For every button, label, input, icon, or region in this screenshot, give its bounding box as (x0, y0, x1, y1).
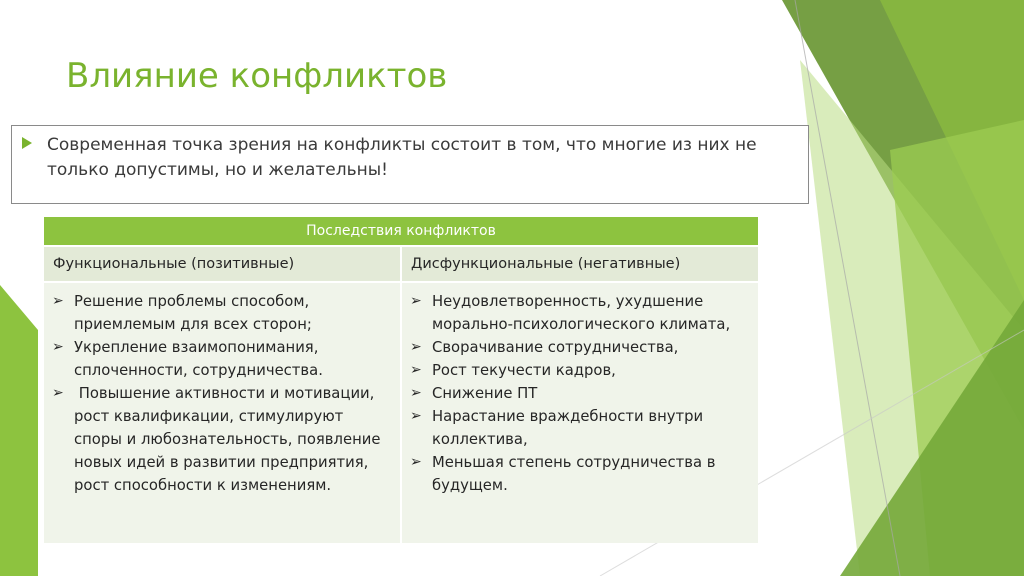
list-item-text: Сворачивание сотрудничества, (432, 339, 679, 356)
intro-text: Современная точка зрения на конфликты состоит в том, что многие из них не только допустимы, но и желательны! (47, 135, 757, 180)
list-item-text: Снижение ПТ (432, 385, 538, 402)
column-heading-positive: Функциональные (позитивные) (44, 245, 400, 281)
list-item (410, 405, 752, 451)
positive-consequences-cell (44, 281, 400, 543)
list-item (410, 336, 752, 359)
list-item (52, 290, 394, 336)
list-item-text: Меньшая степень сотрудничества в будущем. (432, 454, 716, 494)
list-item (410, 382, 752, 405)
chevron-right-icon: ➢ (410, 339, 422, 355)
chevron-right-icon: ➢ (410, 293, 422, 309)
triangle-bullet-icon (22, 137, 32, 149)
table-header: Последствия конфликтов (44, 217, 758, 245)
list-item-text: Неудовлетворенность, ухудшение морально-психологического климата, (432, 293, 731, 333)
list-item-text: Нарастание враждебности внутри коллектива, (432, 408, 704, 448)
negative-list (402, 283, 758, 497)
decor-left-green (0, 285, 38, 576)
column-heading-negative: Дисфункциональные (негативные) (402, 245, 758, 281)
slide-title: Влияние конфликтов (66, 56, 448, 96)
list-item-text: Рост текучести кадров, (432, 362, 616, 379)
chevron-right-icon: ➢ (52, 293, 64, 309)
chevron-right-icon: ➢ (410, 362, 422, 378)
chevron-right-icon: ➢ (52, 339, 64, 355)
list-item (410, 290, 752, 336)
list-item-text: Укрепление взаимопонимания, сплоченности, сотрудничества. (74, 339, 323, 379)
list-item-text: Повышение активности и мотивации, рост квалификации, стимулируют споры и любознательность, появление новых идей в развитии предприятия, рост способности к изменениям. (74, 385, 386, 494)
chevron-right-icon: ➢ (410, 385, 422, 401)
list-item-text: Решение проблемы способом, приемлемым для всех сторон; (74, 293, 312, 333)
list-item (410, 451, 752, 497)
list-item (410, 359, 752, 382)
positive-list (44, 283, 400, 497)
chevron-right-icon: ➢ (52, 385, 64, 401)
chevron-right-icon: ➢ (410, 408, 422, 424)
list-item (52, 336, 394, 382)
negative-consequences-cell (402, 281, 758, 543)
list-item (52, 382, 394, 497)
intro-box (11, 125, 809, 204)
chevron-right-icon: ➢ (410, 454, 422, 470)
